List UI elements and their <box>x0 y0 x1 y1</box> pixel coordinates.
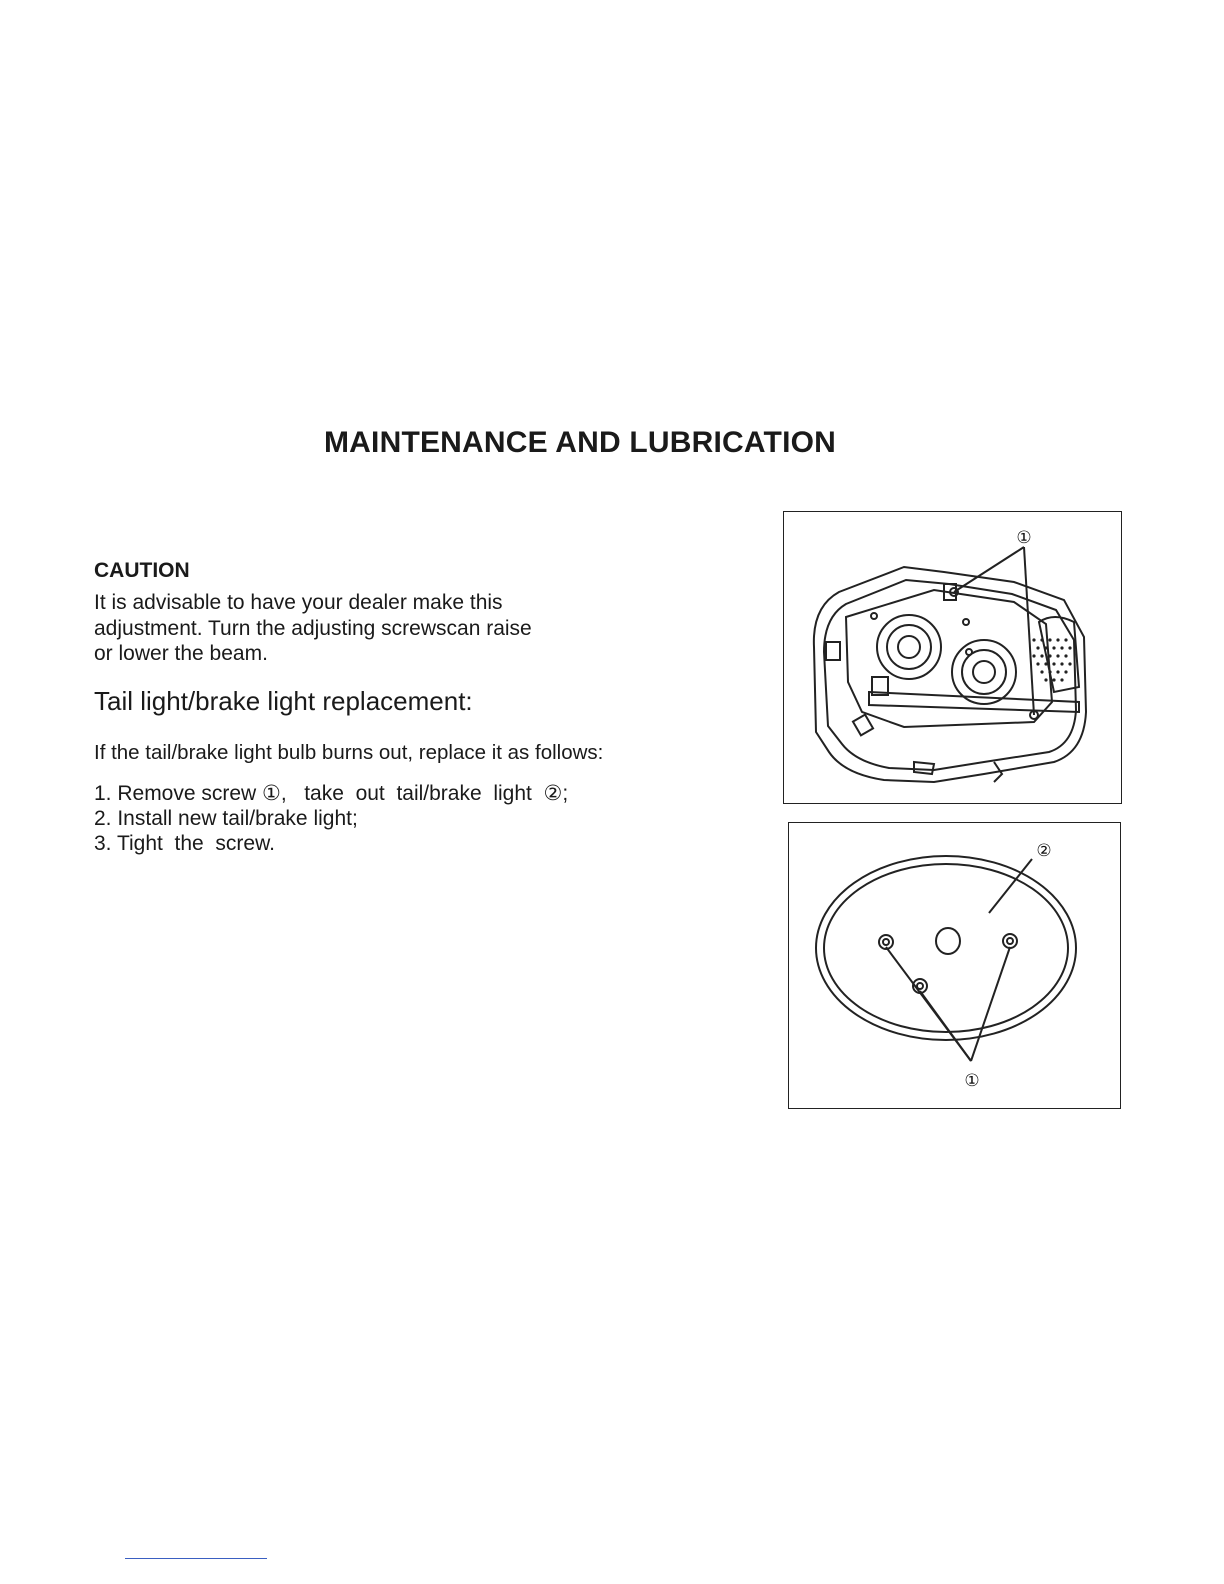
step-item: 3. Tight the screw. <box>94 832 275 855</box>
step-item: 1. Remove screw ①, take out tail/brake light ②; <box>94 782 569 805</box>
caution-heading: CAUTION <box>94 559 190 582</box>
steps-list <box>94 781 568 856</box>
tail-light-assembly-drawing <box>784 512 1123 805</box>
caution-line: It is advisable to have your dealer make this <box>94 591 503 614</box>
callout-screw-label: ① <box>1016 528 1032 548</box>
section-intro: If the tail/brake light bulb burns out, replace it as follows: <box>94 741 604 764</box>
page-title: MAINTENANCE AND LUBRICATION <box>323 426 837 459</box>
callout-light-label: ② <box>1036 841 1052 861</box>
callout-screw-label: ① <box>964 1071 980 1091</box>
footer-rule <box>125 1558 267 1559</box>
caution-line: or lower the beam. <box>94 642 268 665</box>
tail-brake-light-drawing <box>789 823 1122 1110</box>
caution-line: adjustment. Turn the adjusting screwscan raise <box>94 616 532 640</box>
figure-tail-brake-light <box>788 822 1121 1109</box>
caution-text <box>94 590 654 667</box>
step-item: 2. Install new tail/brake light; <box>94 807 358 830</box>
section-heading: Tail light/brake light replacement: <box>94 686 473 716</box>
figure-tail-light-assembly <box>783 511 1122 804</box>
